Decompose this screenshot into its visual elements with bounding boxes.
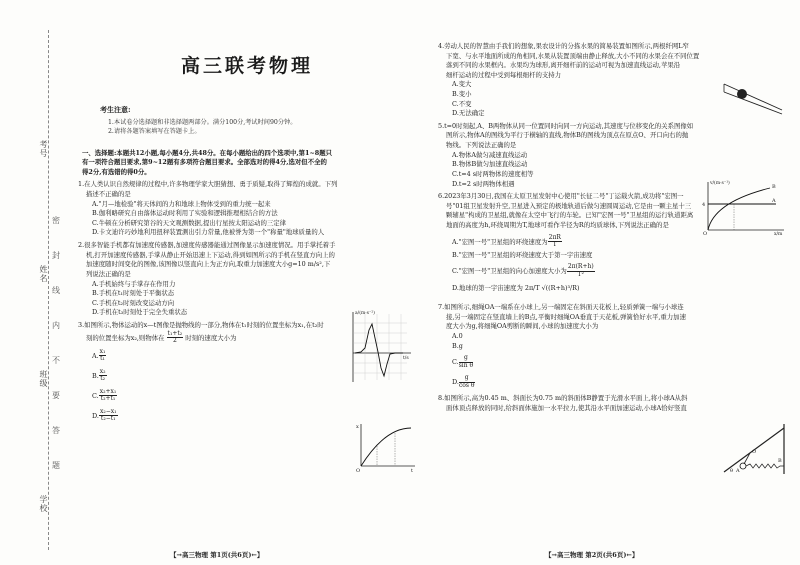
question-text: 下宽、与水平地面所成的角相同,水果从装置顶端由静止释放,大小不同的水果会在不同位置 [446, 51, 700, 60]
fraction-den: T [552, 241, 557, 249]
fraction [567, 264, 595, 278]
option-c [452, 264, 788, 280]
fraction-num: g [459, 375, 475, 383]
formula: 2π/T √((R+h)³/R) [524, 284, 580, 293]
question-text: 4.劳动人民的智慧由手我们的想象,果农设计的分拣水果的简易装置如图所示,两根纤网L窄 [438, 42, 689, 50]
notice-item: 1.本试卷分选择题和非选择题两部分。满分100分,考试时间90分钟。 [108, 119, 297, 126]
option-d: D.t=2 s时两物体相遇 [452, 179, 515, 188]
fraction-num: x₁ [99, 347, 106, 355]
option-b: B.伽利略研究自由落体运动时利用了实验和逻辑推理相结合的方法 [92, 209, 278, 218]
spring [746, 464, 784, 468]
fraction-num: 2πR [548, 233, 561, 241]
fraction [99, 349, 107, 363]
option-letter: B. [92, 371, 99, 380]
question-text: 地面的高度为h,环绕周期为T,地球可看作半径为R的均质球体,下列说法正确的是 [446, 220, 669, 229]
section-line: 得2分,有选错的得0分。 [82, 167, 151, 176]
fraction [99, 409, 118, 423]
velocity-position-graph [700, 178, 788, 236]
option-b: B."宏图一号"卫星组的环绕速度大于第一宇宙速度 [452, 250, 593, 259]
fraction-den: 2 [172, 337, 177, 345]
point-b-label: B [778, 458, 782, 464]
seal-dashed-line [48, 30, 49, 550]
question-text: 8.如图所示,高为0.45 m、斜面长为0.75 m的斜面体B静置于光滑水平面上,将小球A从斜 [438, 394, 688, 403]
fraction-den: t₁ [100, 355, 105, 363]
binding-strip [8, 10, 68, 555]
option-c: C.手机在t₂时刻改变运动方向 [92, 298, 175, 307]
parabola-curve [361, 428, 411, 466]
option-c: C.牛顿在分析研究第谷的天文观测数据,提出行星按太阳运动的三定律 [92, 218, 287, 227]
fraction [548, 235, 562, 249]
option-text: A."宏图一号"卫星组的环绕速度为 [452, 237, 548, 246]
curve-b-label: B [772, 184, 776, 190]
question-7 [438, 303, 788, 391]
option-letter: D. [92, 411, 99, 420]
question-text: 颗辅星"构成的卫星组,就像在太空中飞行的车轮。已知"宏图一号"卫星组的运行轨道距离 [446, 211, 694, 220]
option-a: A.物体A做匀减速直线运动 [452, 150, 528, 159]
fraction-num: g [459, 355, 473, 363]
page-one-footer: 【→高三物理 第1页(共6页)←】 [170, 551, 264, 559]
option-d: D.卡文迪许巧妙地利用扭秤装置测出引力常量,他被誉为第一个"称量"地球质量的人 [92, 228, 325, 237]
exam-no-label: 考号 [39, 140, 48, 158]
fraction [99, 369, 107, 383]
seal-char: 密 [52, 216, 60, 225]
point-o-label: O [752, 449, 757, 455]
graph-y-label: v/(m·s⁻¹) [710, 181, 730, 186]
graph-x-label: t/s [403, 356, 409, 361]
fraction [167, 331, 184, 345]
seal-char: 不 [52, 356, 60, 365]
option-b: B.手机在t₁时刻处于平衡状态 [92, 289, 175, 298]
option-letter: C. [92, 391, 99, 400]
fraction-num: t₁+t₂ [167, 329, 183, 337]
acceleration-curve [355, 324, 403, 376]
exam-title: 高三联考物理 [180, 55, 313, 77]
page-two-footer: 【→高三物理 第2页(共6页)←】 [545, 551, 639, 559]
fraction-den: T² [577, 270, 584, 278]
question-text: 6.2023年3月30日,我国在太原卫星发射中心使用"长征二号"丁运载火箭,成功将"宏图一 [438, 192, 684, 201]
fraction-num: x₂+x₁ [99, 387, 117, 395]
option-a: A.变大 [452, 80, 472, 89]
point-a-label: A [736, 468, 740, 474]
option-d: D.手机在t₃时刻处于完全失重状态 [92, 308, 188, 317]
seal-char: 线 [52, 286, 60, 295]
question-text: 度大小为g,将细绳OA剪断的瞬间,小球的加速度大小为 [446, 322, 599, 331]
option-c: C.不变 [452, 99, 472, 108]
option-text: D.地球的第一宇宙速度为 [452, 284, 523, 293]
tick-label: 4 [702, 202, 706, 208]
option-letter: C. [452, 358, 459, 367]
option-c [452, 355, 788, 371]
school-label: 学校 [39, 495, 48, 513]
acceleration-graph [345, 308, 415, 386]
option-d: D.无法确定 [452, 109, 485, 118]
rod-upper [724, 84, 782, 110]
question-text: 细杆运动的过程中受到每根细杆的支持力 [446, 70, 562, 79]
question-text: 列说法正确的是 [86, 269, 131, 278]
ball-a [740, 463, 746, 469]
fraction [459, 355, 473, 369]
question-text: 7.如图所示,细绳OA一端系在小球上,另一端固定在斜面天花板上,轻质弹簧一端与小球连 [438, 303, 684, 312]
question-text: 5.t=0时刻起,A、B两物体从同一位置同时向同一方向运动,其速度与位移变化的关系图像如 [438, 121, 694, 130]
notice-heading: 考生注意: [100, 104, 131, 114]
line-a-label: A [772, 198, 776, 204]
option-a: A."月—地检验"将天体间的力和地球上物体受到的重力统一起来 [92, 199, 271, 208]
option-text: C."宏图一号"卫星组的向心加速度大小为 [452, 267, 567, 276]
question-1 [78, 180, 416, 238]
question-text: 描述不正确的是 [86, 190, 131, 199]
question-text: 落到不同的水果框内。水果均为球形,离开细杆前的运动可视为加速直线运动,苹果沿 [446, 61, 681, 70]
option-letter: D. [452, 378, 459, 387]
rope-spring-figure [722, 420, 788, 476]
question-text: 图所示,物体A的图线为平行于横轴的直线,物体B的图线为顶点在原点O、开口向右的抛 [446, 131, 689, 140]
option-c: C.t=4 s时两物体的速度相等 [452, 169, 534, 178]
seal-char: 封 [52, 251, 60, 260]
fraction-num: 2π(R+h) [567, 263, 594, 271]
fraction [459, 375, 475, 389]
question-text: 物线。下列说法正确的是 [446, 141, 517, 150]
option-a [452, 235, 788, 251]
question-8 [438, 394, 788, 413]
option-c [92, 389, 416, 405]
fraction-num: x₂ [99, 367, 106, 375]
graph-origin: O [703, 231, 708, 236]
question-text: 号"01组卫星发射升空,卫星进入预定的极地轨道后做匀速圆周运动,它是由一颗主星十三 [446, 201, 692, 210]
fraction [99, 389, 118, 403]
option-b: B.变小 [452, 90, 472, 99]
fraction-den: cos θ [458, 381, 475, 389]
graph-x-label: t [411, 468, 414, 472]
fraction-den: sin θ [458, 361, 474, 369]
graph-y-label: a/(m·s⁻²) [355, 311, 375, 316]
graph-grid [353, 314, 407, 380]
seal-char: 内 [52, 321, 60, 330]
question-text-part: 刻的位置坐标为x₂,则物体在 [86, 333, 165, 342]
option-letter: A. [92, 351, 99, 360]
section-instructions [78, 149, 416, 178]
displacement-graph [355, 420, 417, 472]
question-text: 加速度随时间变化的图像,该图像以竖直向上为正方向,取重力加速度大小g=10 m/s²,下 [86, 260, 331, 269]
question-text-part: 时刻的速度大小为 [185, 333, 237, 342]
section-line: 一、选择题:本题共12小题,每小题4分,共48分。在每小题给出的四个选项中,第1~8题只 [82, 148, 333, 157]
option-b: B.g [452, 341, 463, 350]
option-d [452, 284, 788, 300]
option-b: B.物体B做匀加速直线运动 [452, 160, 528, 169]
name-label: 姓名 [39, 265, 48, 283]
option-a: A.手机始终与手掌存在作用力 [92, 279, 176, 288]
fraction-den: t₂−t₁ [100, 415, 116, 423]
notice-item: 2.请将各题答案填写在答题卡上。 [108, 128, 201, 136]
section-line: 有一项符合题目要求,第9~12题有多项符合题目要求。全部选对的得4分,选对但不全的 [82, 158, 327, 167]
question-text: 1.在人类认识自然规律的过程中,许多物理学家大胆猜想、勇于质疑,取得了辉煌的成就。下列 [78, 180, 338, 189]
question-text: 接,另一端固定在竖直墙上的B点,平衡时细绳OA垂直于天花板,弹簧恰好水平,重力加速 [446, 312, 686, 321]
class-label: 班级 [39, 370, 48, 388]
fraction-den: t₂ [100, 375, 106, 383]
graph-x-label: x/m [774, 232, 783, 236]
question-text: 机,打开加速度传感器,手掌从静止开始迅速上下运动,得到如图所示的手机在竖直方向上的 [86, 250, 335, 259]
rod-lower [724, 92, 782, 114]
curve-b [708, 188, 770, 230]
apple-ball [737, 89, 747, 99]
seal-char: 要 [52, 391, 60, 400]
question-text: 面体顶点释放的同时,给斜面体施加一水平拉力,使其沿水平面加速运动,小球A恰好竖直 [446, 403, 687, 412]
graph-y-label: x [356, 424, 359, 430]
question-2 [78, 241, 416, 318]
angle-label: θ [730, 468, 734, 474]
fraction-num: x₂−x₁ [99, 407, 117, 415]
seal-char: 答 [52, 426, 60, 435]
option-a: A.0 [452, 332, 463, 341]
question-text: 2.很多智能手机都有加速度传感器,加速度传感器能通过图像显示加速度情况。用手掌托着手 [78, 241, 336, 250]
question-text: 3.如图所示,物体运动的x—t图像是抛物线的一部分,物体在t₁时刻的位置坐标为x₁,在t₂时 [78, 320, 324, 329]
graph-origin: O [356, 468, 361, 472]
fruit-sorter-figure [720, 78, 788, 118]
seal-char: 题 [52, 461, 60, 470]
fraction-den: t₂+t₁ [100, 395, 116, 403]
option-d [452, 375, 788, 391]
